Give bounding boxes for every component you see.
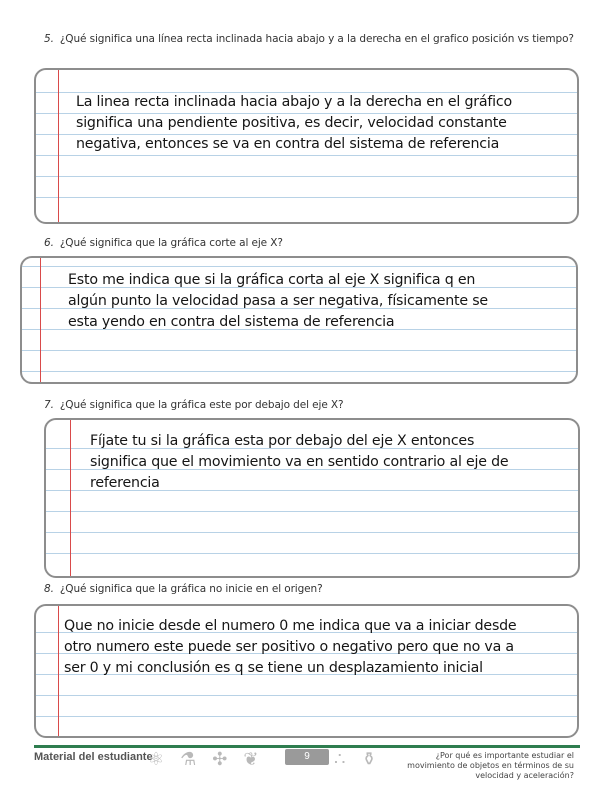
answer-line: Esto me indica que si la gráfica corta al eje X significa q en <box>68 272 476 288</box>
footer-icons-right <box>334 748 377 770</box>
answer-line: referencia <box>90 475 160 491</box>
answer-box-5[interactable] <box>34 68 579 224</box>
question-text: ¿Qué significa que la gráfica no inicie en el origen? <box>59 583 323 595</box>
beaker-icon: ⚱ <box>361 749 377 769</box>
question-number: 8. <box>44 583 54 595</box>
footer-note: ¿Por qué es importante estudiar el movimiento de objetos en términos de su velocidad y aceleración? <box>407 751 574 780</box>
leaf-icon: ❦ <box>243 749 259 769</box>
question-5 <box>44 33 579 46</box>
answer-box-8[interactable] <box>34 604 579 738</box>
bubbles-icon: ∴ <box>334 749 346 769</box>
answer-line: algún punto la velocidad pasa a ser negativa, físicamente se <box>68 293 488 309</box>
question-text: ¿Qué significa que la gráfica corte al eje X? <box>59 237 283 249</box>
atom-icon: ⚛ <box>148 749 165 769</box>
answer-line: Fíjate tu si la gráfica esta por debajo del eje X entonces <box>90 433 475 449</box>
question-text: ¿Qué significa una línea recta inclinada hacia abajo y a la derecha en el grafico posición vs tiempo? <box>59 33 574 45</box>
question-number: 6. <box>44 237 54 249</box>
answer-box-6[interactable] <box>20 256 578 384</box>
answer-box-7[interactable] <box>44 418 580 578</box>
test-tube-icon: ⚗ <box>180 749 197 769</box>
answer-line: otro numero este puede ser positivo o negativo pero que no va a <box>64 639 514 655</box>
answer-line: ser 0 y mi conclusión es q se tiene un desplazamiento inicial <box>64 660 483 676</box>
answer-line: significa una pendiente positiva, es decir, velocidad constante <box>76 115 507 131</box>
question-text: ¿Qué significa que la gráfica este por debajo del eje X? <box>59 399 344 411</box>
question-7 <box>44 399 579 412</box>
answer-line: esta yendo en contra del sistema de referencia <box>68 314 395 330</box>
answer-text <box>64 616 516 679</box>
answer-text <box>76 92 512 155</box>
question-6 <box>44 237 579 250</box>
molecule-icon: ✣ <box>212 749 228 769</box>
footer-divider <box>34 745 580 748</box>
answer-text <box>68 270 488 333</box>
question-number: 7. <box>44 399 54 411</box>
answer-line: significa que el movimiento va en sentido contrario al eje de <box>90 454 509 470</box>
question-number: 5. <box>44 33 54 45</box>
question-8 <box>44 583 579 596</box>
answer-line: negativa, entonces se va en contra del sistema de referencia <box>76 136 500 152</box>
footer-icons <box>148 748 258 770</box>
answer-line: La linea recta inclinada hacia abajo y a la derecha en el gráfico <box>76 94 512 110</box>
answer-text <box>90 431 508 494</box>
answer-line: Que no inicie desde el numero 0 me indica que va a iniciar desde <box>64 618 517 634</box>
page-number: 9 <box>285 749 329 765</box>
footer-label: Material del estudiante <box>34 751 153 763</box>
